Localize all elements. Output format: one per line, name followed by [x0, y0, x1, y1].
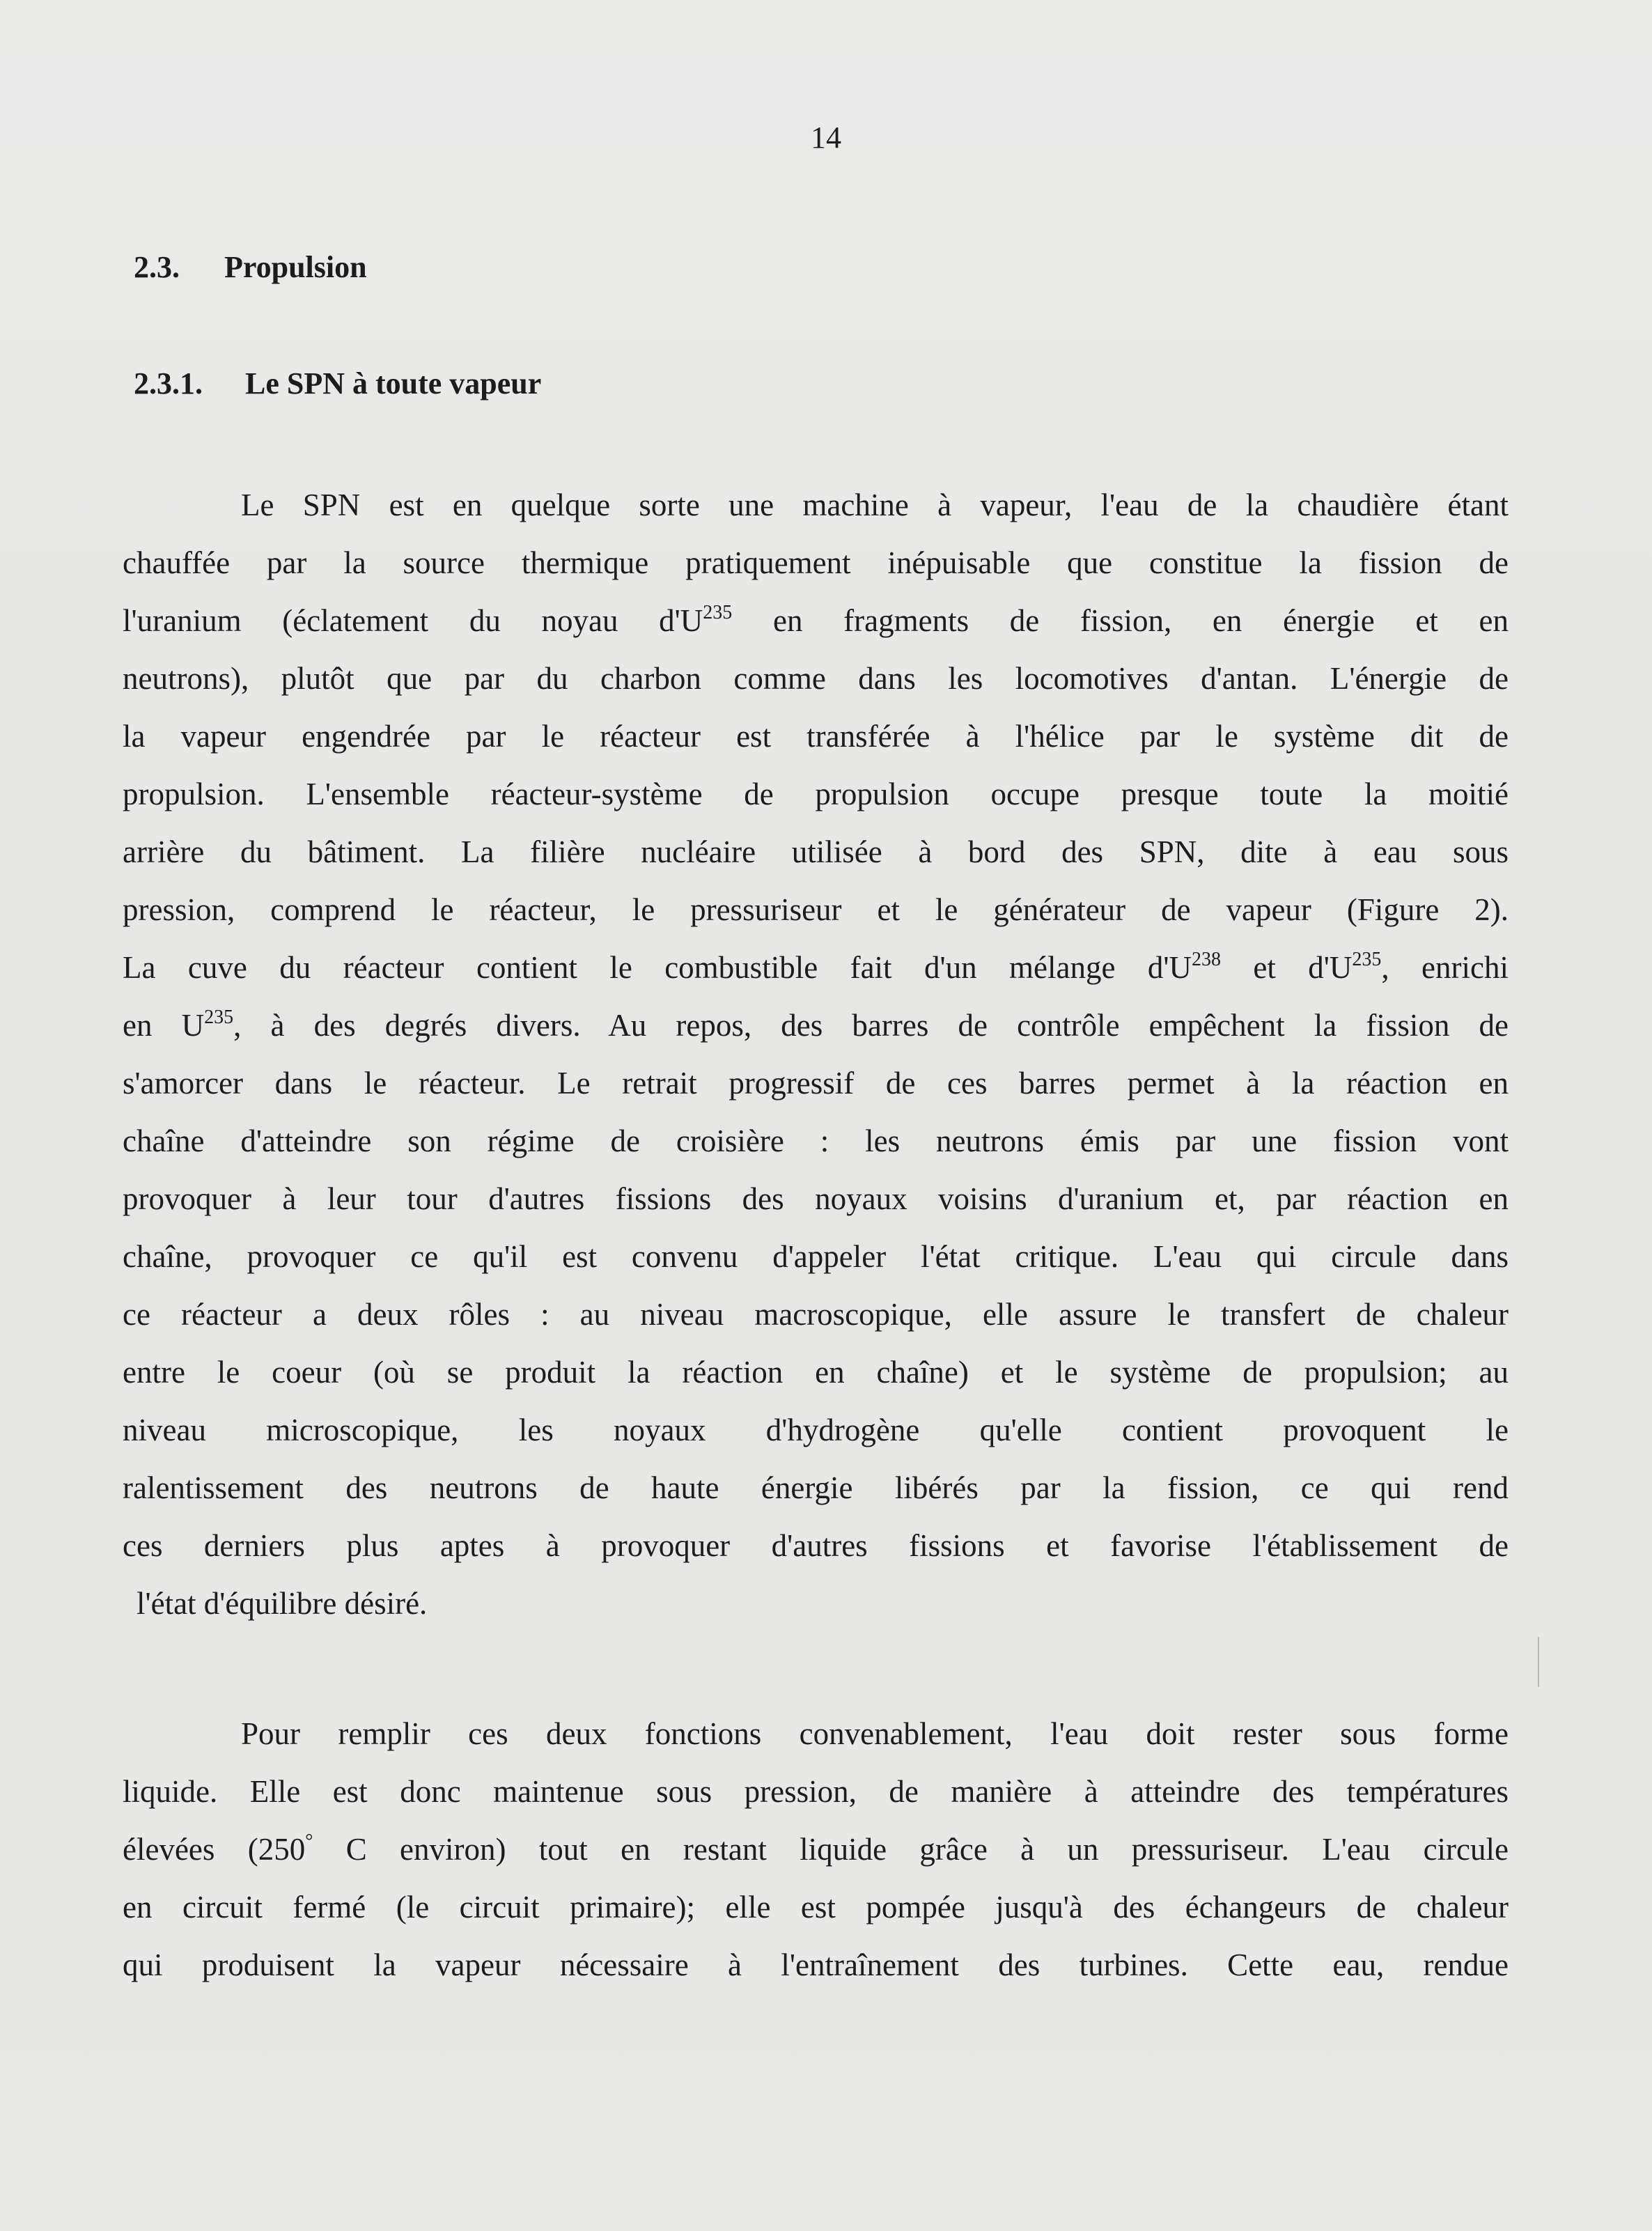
section-heading	[134, 249, 367, 285]
paragraph-2	[123, 1705, 1509, 1994]
isotope-superscript: 238	[1191, 949, 1221, 970]
section-title: Propulsion	[224, 250, 367, 284]
text-line: provoquer à leur tour d'autres fissions des noyaux voisins d'uranium et, par réaction en	[123, 1181, 1509, 1216]
text-line: Le SPN est en quelque sorte une machine à vapeur, l'eau de la chaudière étant	[241, 488, 1509, 522]
isotope-superscript: 235	[1352, 949, 1382, 970]
text-line: Pour remplir ces deux fonctions convenablement, l'eau doit rester sous forme	[241, 1716, 1509, 1751]
text-line: neutrons), plutôt que par du charbon comme dans les locomotives d'antan. L'énergie de	[123, 661, 1509, 696]
text-line: ces derniers plus aptes à provoquer d'autres fissions et favorise l'établissement de	[123, 1528, 1509, 1563]
text-line: la vapeur engendrée par le réacteur est transférée à l'hélice par le système dit de	[123, 719, 1509, 754]
subsection-heading	[134, 366, 541, 401]
text-line: chaîne d'atteindre son régime de croisière : les neutrons émis par une fission vont	[123, 1124, 1509, 1158]
paragraph-1	[123, 476, 1509, 1633]
text-line: entre le coeur (où se produit la réaction en chaîne) et le système de propulsion; au	[123, 1355, 1509, 1390]
subsection-number: 2.3.1.	[134, 366, 203, 401]
text-line: en $U^{235}$, à des degrés divers. Au repos, des barres de contrôle empêchent la fission de	[123, 1006, 1509, 1043]
text-line: élevées (250° C environ) tout en restant liquide grâce à un pressuriseur. L'eau circule	[123, 1830, 1509, 1867]
text-line: propulsion. L'ensemble réacteur-système de propulsion occupe presque toute la moitié	[123, 777, 1509, 811]
page-number: 14	[811, 121, 841, 155]
text-line: niveau microscopique, les noyaux d'hydrogène qu'elle contient provoquent le	[123, 1413, 1509, 1447]
text-line: chaîne, provoquer ce qu'il est convenu d'appeler l'état critique. L'eau qui circule dans	[123, 1239, 1509, 1274]
text-line: en circuit fermé (le circuit primaire); elle est pompée jusqu'à des échangeurs de chaleur	[123, 1890, 1509, 1925]
section-number: 2.3.	[134, 250, 180, 284]
isotope-superscript: 235	[703, 602, 733, 623]
text-line: ralentissement des neutrons de haute énergie libérés par la fission, ce qui rend	[123, 1470, 1509, 1505]
text-line: qui produisent la vapeur nécessaire à l'entraînement des turbines. Cette eau, rendue	[123, 1948, 1509, 1982]
isotope-superscript: 235	[204, 1006, 234, 1028]
text-line: l'uranium (éclatement du noyau $d'U^{235}$ en fragments de fission, en énergie et en	[123, 602, 1509, 638]
text-line: chauffée par la source thermique pratiquement inépuisable que constitue la fission de	[123, 545, 1509, 580]
text-line: arrière du bâtiment. La filière nucléaire utilisée à bord des SPN, dite à eau sous	[123, 834, 1509, 869]
text-line: liquide. Elle est donc maintenue sous pression, de manière à atteindre des températures	[123, 1774, 1509, 1809]
text-line: s'amorcer dans le réacteur. Le retrait progressif de ces barres permet à la réaction en	[123, 1066, 1509, 1101]
margin-mark	[1538, 1637, 1539, 1687]
text-line: pression, comprend le réacteur, le pressuriseur et le générateur de vapeur (Figure 2).	[123, 892, 1509, 927]
subsection-title: Le SPN à toute vapeur	[245, 366, 542, 401]
text-line: l'état d'équilibre désiré.	[137, 1586, 428, 1621]
text-line: La cuve du réacteur contient le combustible fait d'un mélange $d'U^{238}$ et $d'U^{235}$, enrichi	[123, 949, 1509, 985]
degree-superscript: °	[305, 1830, 313, 1852]
text-line: ce réacteur a deux rôles : au niveau macroscopique, elle assure le transfert de chaleur	[123, 1297, 1509, 1332]
